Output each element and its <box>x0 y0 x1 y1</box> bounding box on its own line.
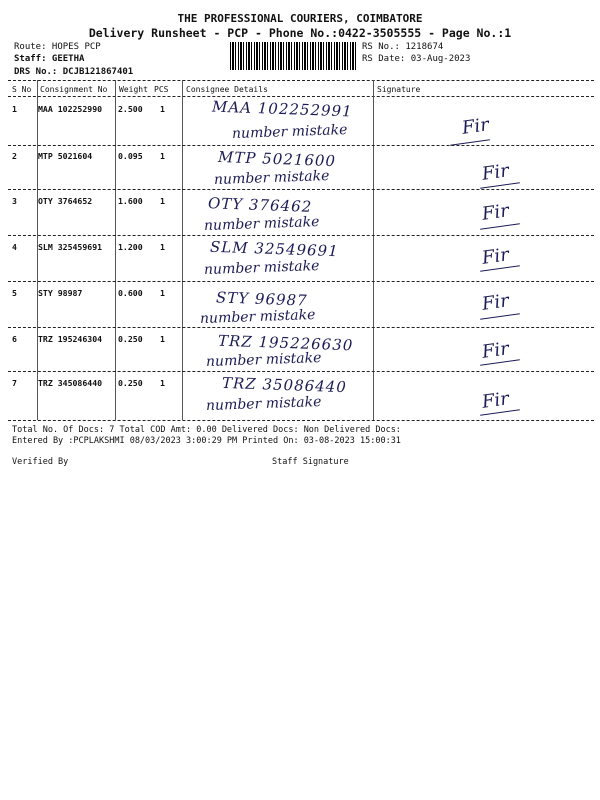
th-weight: Weight <box>119 85 148 94</box>
col-divider <box>373 80 374 420</box>
cell-consignment: MTP 5021604 <box>38 151 93 161</box>
row-rule <box>8 327 594 328</box>
verified-by: Verified By <box>12 457 69 467</box>
handwritten-number: TRZ 195226630 <box>217 331 354 355</box>
cell-weight: 1.200 <box>118 242 143 252</box>
row-rule <box>8 281 594 282</box>
staff-label: Staff: GEETHA <box>14 54 85 64</box>
row-rule <box>8 235 594 236</box>
handwritten-number: OTY 376462 <box>207 194 313 216</box>
cell-sno: 6 <box>12 334 17 344</box>
handwritten-note: number mistake <box>199 306 316 328</box>
signature-mark: Fir <box>480 388 511 413</box>
handwritten-note: number mistake <box>203 213 320 235</box>
cell-weight: 2.500 <box>118 104 143 114</box>
row-rule <box>8 189 594 190</box>
col-divider <box>182 80 183 420</box>
drs-label: DRS No.: DCJB121867401 <box>14 67 134 77</box>
runsheet-subtitle: Delivery Runsheet - PCP - Phone No.:0422-3505555 - Page No.:1 <box>88 26 512 40</box>
handwritten-note: number mistake <box>205 393 322 415</box>
row-rule <box>8 371 594 372</box>
cell-pcs: 1 <box>160 378 165 388</box>
cell-pcs: 1 <box>160 196 165 206</box>
barcode <box>230 42 356 70</box>
cell-weight: 0.250 <box>118 378 143 388</box>
rs-date: RS Date: 03-Aug-2023 <box>362 54 471 64</box>
cell-sno: 2 <box>12 151 17 161</box>
cell-pcs: 1 <box>160 242 165 252</box>
cell-pcs: 1 <box>160 334 165 344</box>
cell-weight: 1.600 <box>118 196 143 206</box>
cell-consignment: TRZ 345086440 <box>38 378 103 388</box>
handwritten-number: TRZ 35086440 <box>221 373 348 397</box>
cell-pcs: 1 <box>160 288 165 298</box>
table-bottom-rule <box>8 420 594 421</box>
th-consignee: Consignee Details <box>186 85 268 94</box>
totals-line: Total No. Of Docs: 7 Total COD Amt: 0.00 Delivered Docs: Non Delivered Docs: <box>12 425 401 435</box>
th-consignment: Consignment No <box>40 85 108 94</box>
signature-mark: Fir <box>480 244 511 269</box>
handwritten-note: number mistake <box>205 349 322 371</box>
handwritten-note: number mistake <box>231 121 348 143</box>
handwritten-number: MAA 102252991 <box>211 97 353 121</box>
route-label: Route: HOPES PCP <box>14 42 101 52</box>
signature-mark: Fir <box>460 114 491 139</box>
th-sno: S No <box>12 85 32 94</box>
cell-weight: 0.600 <box>118 288 143 298</box>
handwritten-number: MTP 5021600 <box>217 147 337 171</box>
th-pcs: PCS <box>154 85 169 94</box>
cell-pcs: 1 <box>160 151 165 161</box>
header-bottom-rule <box>8 96 594 97</box>
signature-mark: Fir <box>480 290 511 315</box>
handwritten-note: number mistake <box>203 257 320 279</box>
signature-mark: Fir <box>480 160 511 185</box>
signature-mark: Fir <box>480 338 511 363</box>
handwritten-note: number mistake <box>213 167 330 189</box>
signature-mark: Fir <box>480 200 511 225</box>
cell-sno: 3 <box>12 196 17 206</box>
th-signature: Signature <box>377 85 421 94</box>
company-title: THE PROFESSIONAL COURIERS, COIMBATORE <box>177 12 423 25</box>
col-divider <box>115 80 116 420</box>
cell-weight: 0.250 <box>118 334 143 344</box>
cell-consignment: STY 98987 <box>38 288 83 298</box>
cell-consignment: TRZ 195246304 <box>38 334 103 344</box>
cell-sno: 5 <box>12 288 17 298</box>
cell-consignment: OTY 3764652 <box>38 196 93 206</box>
row-rule <box>8 145 594 146</box>
rs-no: RS No.: 1218674 <box>362 42 444 52</box>
entered-line: Entered By :PCPLAKSHMI 08/03/2023 3:00:29 PM Printed On: 03-08-2023 15:00:31 <box>12 436 401 446</box>
cell-sno: 7 <box>12 378 17 388</box>
handwritten-number: STY 96987 <box>215 288 308 310</box>
cell-weight: 0.095 <box>118 151 143 161</box>
header-top-rule <box>8 80 594 81</box>
handwritten-number: SLM 32549691 <box>209 237 339 261</box>
cell-consignment: MAA 102252990 <box>38 104 103 114</box>
cell-sno: 4 <box>12 242 17 252</box>
cell-consignment: SLM 325459691 <box>38 242 103 252</box>
cell-pcs: 1 <box>160 104 165 114</box>
staff-signature-label: Staff Signature <box>272 457 349 467</box>
cell-sno: 1 <box>12 104 17 114</box>
